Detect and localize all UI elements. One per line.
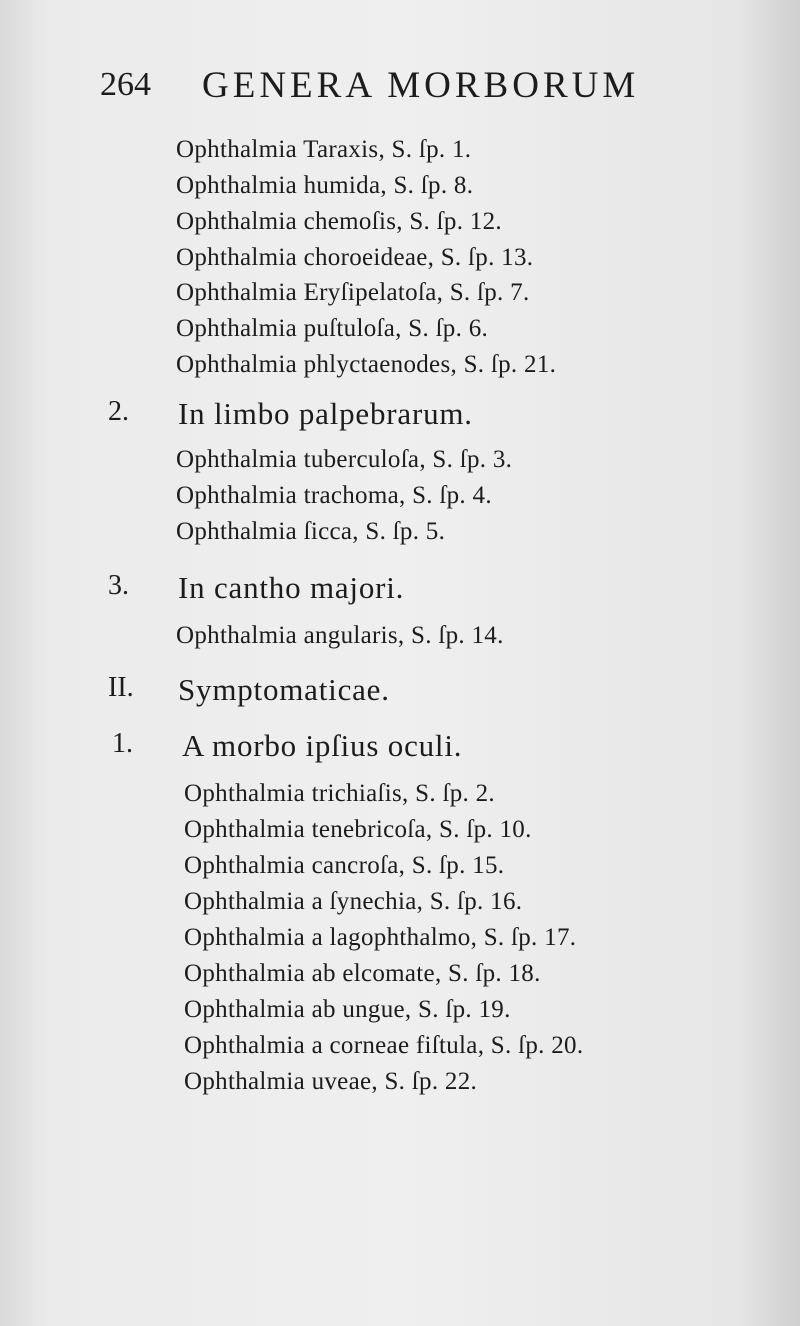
section-title: In cantho majori. (178, 570, 405, 605)
entry: Ophthalmia a corneae fiſtula, S. ſp. 20. (184, 1032, 584, 1059)
section-number: 2. (108, 396, 129, 427)
section-title: In limbo palpebrarum. (178, 396, 473, 431)
entry: Ophthalmia ab ungue, S. ſp. 19. (184, 996, 511, 1023)
entry: Ophthalmia angularis, S. ſp. 14. (176, 622, 504, 649)
section-number: 3. (108, 570, 129, 601)
entry: Ophthalmia uveae, S. ſp. 22. (184, 1068, 478, 1095)
entry: Ophthalmia humida, S. ſp. 8. (176, 172, 474, 199)
entry: Ophthalmia trachoma, S. ſp. 4. (176, 482, 492, 509)
entry: Ophthalmia choroeideae, S. ſp. 13. (176, 244, 534, 271)
section-title: Symptomaticae. (178, 672, 390, 707)
entry: Ophthalmia Eryſipelatoſa, S. ſp. 7. (176, 279, 530, 306)
entry: Ophthalmia ſicca, S. ſp. 5. (176, 518, 446, 545)
entry: Ophthalmia a lagophthalmo, S. ſp. 17. (184, 924, 577, 951)
entry: Ophthalmia phlyctaenodes, S. ſp. 21. (176, 351, 557, 378)
entry: Ophthalmia chemoſis, S. ſp. 12. (176, 208, 502, 235)
page-header (100, 58, 720, 114)
section-number: II. (108, 672, 134, 703)
entry: Ophthalmia tenebricoſa, S. ſp. 10. (184, 816, 532, 843)
running-head: GENERA MORBORUM (202, 65, 640, 106)
entry: Ophthalmia Taraxis, S. ſp. 1. (176, 136, 472, 163)
entry: Ophthalmia a ſynechia, S. ſp. 16. (184, 888, 523, 915)
entry: Ophthalmia trichiaſis, S. ſp. 2. (184, 780, 495, 807)
entry: Ophthalmia ab elcomate, S. ſp. 18. (184, 960, 541, 987)
entry: Ophthalmia tuberculoſa, S. ſp. 3. (176, 446, 513, 473)
page-number: 264 (100, 66, 151, 103)
section-title: A morbo ipſius oculi. (182, 728, 463, 763)
entry: Ophthalmia cancroſa, S. ſp. 15. (184, 852, 505, 879)
entry: Ophthalmia puſtuloſa, S. ſp. 6. (176, 315, 489, 342)
section-number: 1. (112, 728, 133, 759)
